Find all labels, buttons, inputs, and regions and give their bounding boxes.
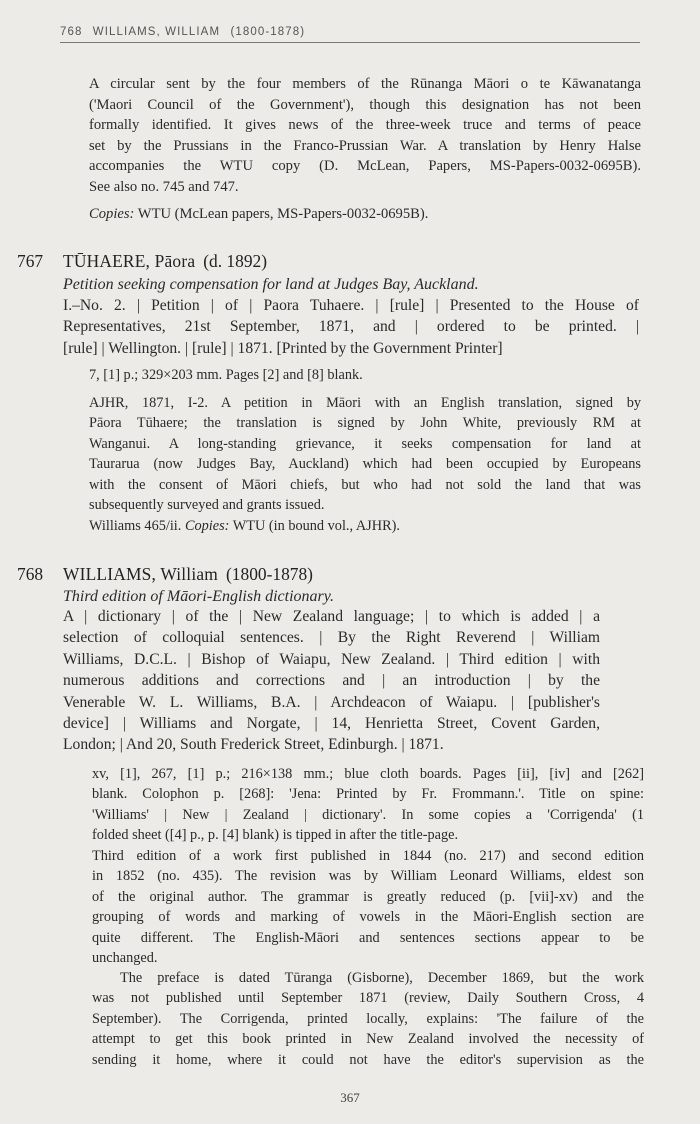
transcription-line: London; | And 20, South Frederick Street, Edinburgh. | 1871. [63, 736, 444, 754]
copies-text: WTU (in bound vol., AJHR). [232, 518, 400, 534]
text-line: ('Maori Council of the Government'), though this designation has not been [89, 96, 641, 113]
text-line: September). The Corrigenda, printed locally, explains: 'The failure of the [92, 1010, 644, 1027]
transcription-line: A | dictionary | of the | New Zealand language; | to which is added | a [63, 608, 600, 625]
text-line: 'Williams' | New | Zealand | dictionary'. In some copies a 'Corrigenda' (1 [92, 806, 644, 823]
text-line: blank. Colophon p. [268]: 'Jena: Printed by Fr. Frommann.'. Title on spine: [92, 786, 644, 803]
page-number: 367 [340, 1090, 360, 1105]
copies-text: WTU (McLean papers, MS-Papers-0032-0695B). [137, 206, 429, 222]
text-line: quite different. The English-Māori and sentences sections appear to be [92, 929, 644, 946]
copies-label: Copies: [184, 518, 230, 534]
text-line: A circular sent by the four members of the Rūnanga Māori o te Kāwanatanga [89, 76, 641, 92]
entry-768-collation [92, 764, 644, 846]
text-line: attempt to get this book printed in New Zealand involved the necessity of [92, 1031, 644, 1048]
entry-dates: (1800-1878) [226, 564, 313, 584]
transcription-line: Representatives, 21st September, 1871, and | ordered to be printed. | [63, 318, 639, 336]
text-line: unchanged. [92, 950, 158, 967]
running-head-page: 768 [60, 26, 83, 38]
text-line: The preface is dated Tūranga (Gisborne), December 1869, but the work [120, 970, 644, 986]
entry-766-note [89, 74, 641, 198]
text-line: with the consent of Māori chiefs, but who had not sold the land that was [89, 476, 641, 493]
running-head-dates: (1800-1878) [230, 26, 306, 38]
entry-767-transcription [63, 295, 639, 359]
transcription-line: Williams, D.C.L. | Bishop of Waiapu, New Zealand. | Third edition | with [63, 650, 600, 668]
entry-767-subtitle: Petition seeking compensation for land at Judges Bay, Auckland. [63, 276, 479, 293]
text-line: xv, [1], 267, [1] p.; 216×138 mm.; blue cloth boards. Pages [ii], [iv] and [262] [92, 766, 644, 782]
entry-author: WILLIAMS, William [63, 564, 219, 584]
entry-768-note-1 [92, 846, 644, 968]
text-line: Pāora Tūhaere; the translation is signed by John White, previously RM at [89, 415, 641, 432]
entry-dates: (d. 1892) [203, 251, 268, 271]
entry-767-note [89, 393, 641, 515]
entry-768-subtitle: Third edition of Māori-English dictionary. [63, 588, 334, 605]
text-line: AJHR, 1871, I-2. A petition in Māori with an English translation, signed by [89, 395, 641, 411]
text-line: in 1852 (no. 435). The revision was by William Leonard Williams, eldest son [92, 868, 644, 885]
transcription-line: device] | Williams and Norgate, | 14, Henrietta Street, Covent Garden, [63, 714, 600, 732]
entry-767-refs [89, 516, 641, 536]
transcription-line: selection of colloquial sentences. | By the Right Reverend | William [63, 629, 600, 647]
text-line: was not published until September 1871 (review, Daily Southern Cross, 4 [92, 990, 644, 1007]
entry-768-note-2 [92, 968, 644, 1070]
entry-number: 768 [17, 564, 44, 584]
text-line: Wanganui. A long-standing grievance, it seeks compensation for land at [89, 435, 641, 452]
bibliographic-reference: Williams 465/ii. [89, 518, 182, 534]
text-line: sending it home, where it could not have the editor's supervision as the [92, 1051, 644, 1068]
running-head-title: WILLIAMS, WILLIAM [92, 26, 221, 38]
text-line: folded sheet ([4] p., p. [4] blank) is tipped in after the title-page. [92, 827, 459, 844]
running-head [60, 26, 640, 43]
entry-author: TŪHAERE, Pāora [63, 251, 196, 271]
text-line: See also no. 745 and 747. [89, 178, 239, 195]
entry-767-heading [17, 250, 267, 272]
text-line: grouping of words and marking of vowels in the Māori-English section are [92, 909, 644, 926]
transcription-line: numerous additions and corrections and | an introduction | by the [63, 672, 600, 690]
transcription-line: [rule] | Wellington. | [rule] | 1871. [Printed by the Government Printer] [63, 339, 503, 357]
entry-768-transcription [63, 606, 600, 756]
text-line: of the original author. The grammar is greatly reduced (p. [vii]-xv) and the [92, 888, 644, 905]
entry-768-heading [17, 563, 313, 585]
text-line: Third edition of a work first published in 1844 (no. 217) and second edition [92, 848, 644, 864]
entry-767-collation: 7, [1] p.; 329×203 mm. Pages [2] and [8] blank. [89, 367, 363, 383]
transcription-line: Venerable W. L. Williams, B.A. | Archdeacon of Waiapu. | [publisher's [63, 693, 600, 711]
entry-number: 767 [17, 251, 44, 271]
text-line: accompanies the WTU copy (D. McLean, Papers, MS-Papers-0032-0695B). [89, 158, 641, 175]
transcription-line: I.–No. 2. | Petition | of | Paora Tuhaere. | [rule] | Presented to the House of [63, 297, 639, 314]
copies-label: Copies: [89, 206, 135, 222]
text-line: set by the Prussians in the Franco-Prussian War. A translation by Henry Halse [89, 137, 641, 154]
text-line: Taurarua (now Judges Bay, Auckland) which had been occupied by Europeans [89, 456, 641, 473]
text-line: subsequently surveyed and grants issued. [89, 497, 325, 514]
text-line: formally identified. It gives news of the three-week truce and terms of peace [89, 117, 641, 134]
entry-766-copies [89, 204, 641, 225]
